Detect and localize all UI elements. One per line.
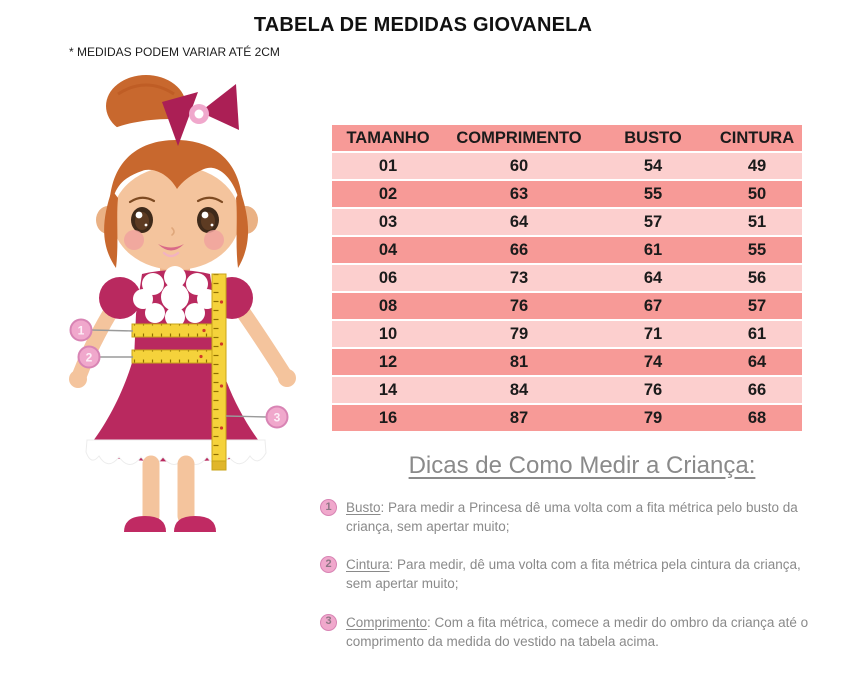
table-cell: 50: [712, 181, 802, 207]
table-cell: 73: [444, 265, 594, 291]
measuring-tips-section: [320, 452, 844, 670]
tip-number-badge: 1: [320, 499, 337, 516]
table-cell: 56: [712, 265, 802, 291]
shoe-left: [124, 516, 166, 532]
table-cell: 49: [712, 153, 802, 179]
table-row: [332, 181, 802, 207]
table-cell: 64: [444, 209, 594, 235]
table-cell: 12: [332, 349, 444, 375]
table-cell: 67: [594, 293, 712, 319]
table-row: [332, 293, 802, 319]
tip-number-badge: 3: [320, 614, 337, 631]
table-cell: 51: [712, 209, 802, 235]
tip-text: Busto: Para medir a Princesa dê uma volta com a fita métrica pelo busto da criança, sem apertar muito;: [346, 500, 798, 535]
table-cell: 79: [444, 321, 594, 347]
measuring-tape-vertical: [212, 274, 226, 469]
table-cell: 01: [332, 153, 444, 179]
girl-legs: [124, 464, 216, 532]
size-table: [332, 123, 802, 433]
table-cell: 87: [444, 405, 594, 431]
table-cell: 81: [444, 349, 594, 375]
table-cell: 57: [594, 209, 712, 235]
table-cell: 16: [332, 405, 444, 431]
table-cell: 60: [444, 153, 594, 179]
tip-text: Cintura: Para medir, dê uma volta com a fita métrica pela cintura da criança, sem apertar muito;: [346, 557, 801, 592]
table-row: [332, 153, 802, 179]
table-cell: 79: [594, 405, 712, 431]
marker-1-label: 1: [77, 323, 85, 338]
page-title: TABELA DE MEDIDAS GIOVANELA: [253, 14, 593, 36]
table-cell: 10: [332, 321, 444, 347]
size-table-body: [332, 153, 802, 431]
table-cell: 14: [332, 377, 444, 403]
size-table-header-row: [332, 125, 802, 151]
table-cell: 61: [594, 237, 712, 263]
table-cell: 55: [594, 181, 712, 207]
table-cell: 71: [594, 321, 712, 347]
table-cell: 57: [712, 293, 802, 319]
tip-item: [320, 498, 822, 536]
table-row: [332, 405, 802, 431]
table-cell: 68: [712, 405, 802, 431]
column-header: CINTURA: [712, 125, 802, 151]
girl-illustration: [58, 72, 318, 564]
table-cell: 54: [594, 153, 712, 179]
table-cell: 04: [332, 237, 444, 263]
table-row: [332, 377, 802, 403]
marker-3-label: 3: [273, 410, 281, 425]
column-header: BUSTO: [594, 125, 712, 151]
column-header: TAMANHO: [332, 125, 444, 151]
table-cell: 64: [594, 265, 712, 291]
dress-hem-ruffle: [86, 440, 266, 465]
table-row: [332, 265, 802, 291]
table-cell: 63: [444, 181, 594, 207]
table-cell: 03: [332, 209, 444, 235]
table-row: [332, 321, 802, 347]
table-row: [332, 209, 802, 235]
table-cell: 76: [594, 377, 712, 403]
tip-item: [320, 555, 822, 593]
table-row: [332, 349, 802, 375]
tip-text: Comprimento: Com a fita métrica, comece a medir do ombro da criança até o comprimento da medida do vestido na tabela acima.: [346, 614, 809, 649]
column-header: COMPRIMENTO: [444, 125, 594, 151]
table-cell: 66: [712, 377, 802, 403]
tip-number-badge: 2: [320, 556, 337, 573]
tips-list: [320, 498, 844, 651]
table-cell: 02: [332, 181, 444, 207]
tips-heading: Dicas de Como Medir a Criança:: [408, 452, 756, 479]
table-row: [332, 237, 802, 263]
table-cell: 55: [712, 237, 802, 263]
girl-dress: [86, 266, 266, 465]
tip-item: [320, 613, 822, 651]
table-cell: 64: [712, 349, 802, 375]
table-cell: 66: [444, 237, 594, 263]
disclaimer-note: * MEDIDAS PODEM VARIAR ATÉ 2CM: [69, 45, 280, 59]
table-cell: 74: [594, 349, 712, 375]
measuring-tape-bust: [132, 324, 212, 337]
table-cell: 61: [712, 321, 802, 347]
table-cell: 84: [444, 377, 594, 403]
table-cell: 06: [332, 265, 444, 291]
table-cell: 76: [444, 293, 594, 319]
table-cell: 08: [332, 293, 444, 319]
marker-2-label: 2: [85, 350, 93, 365]
